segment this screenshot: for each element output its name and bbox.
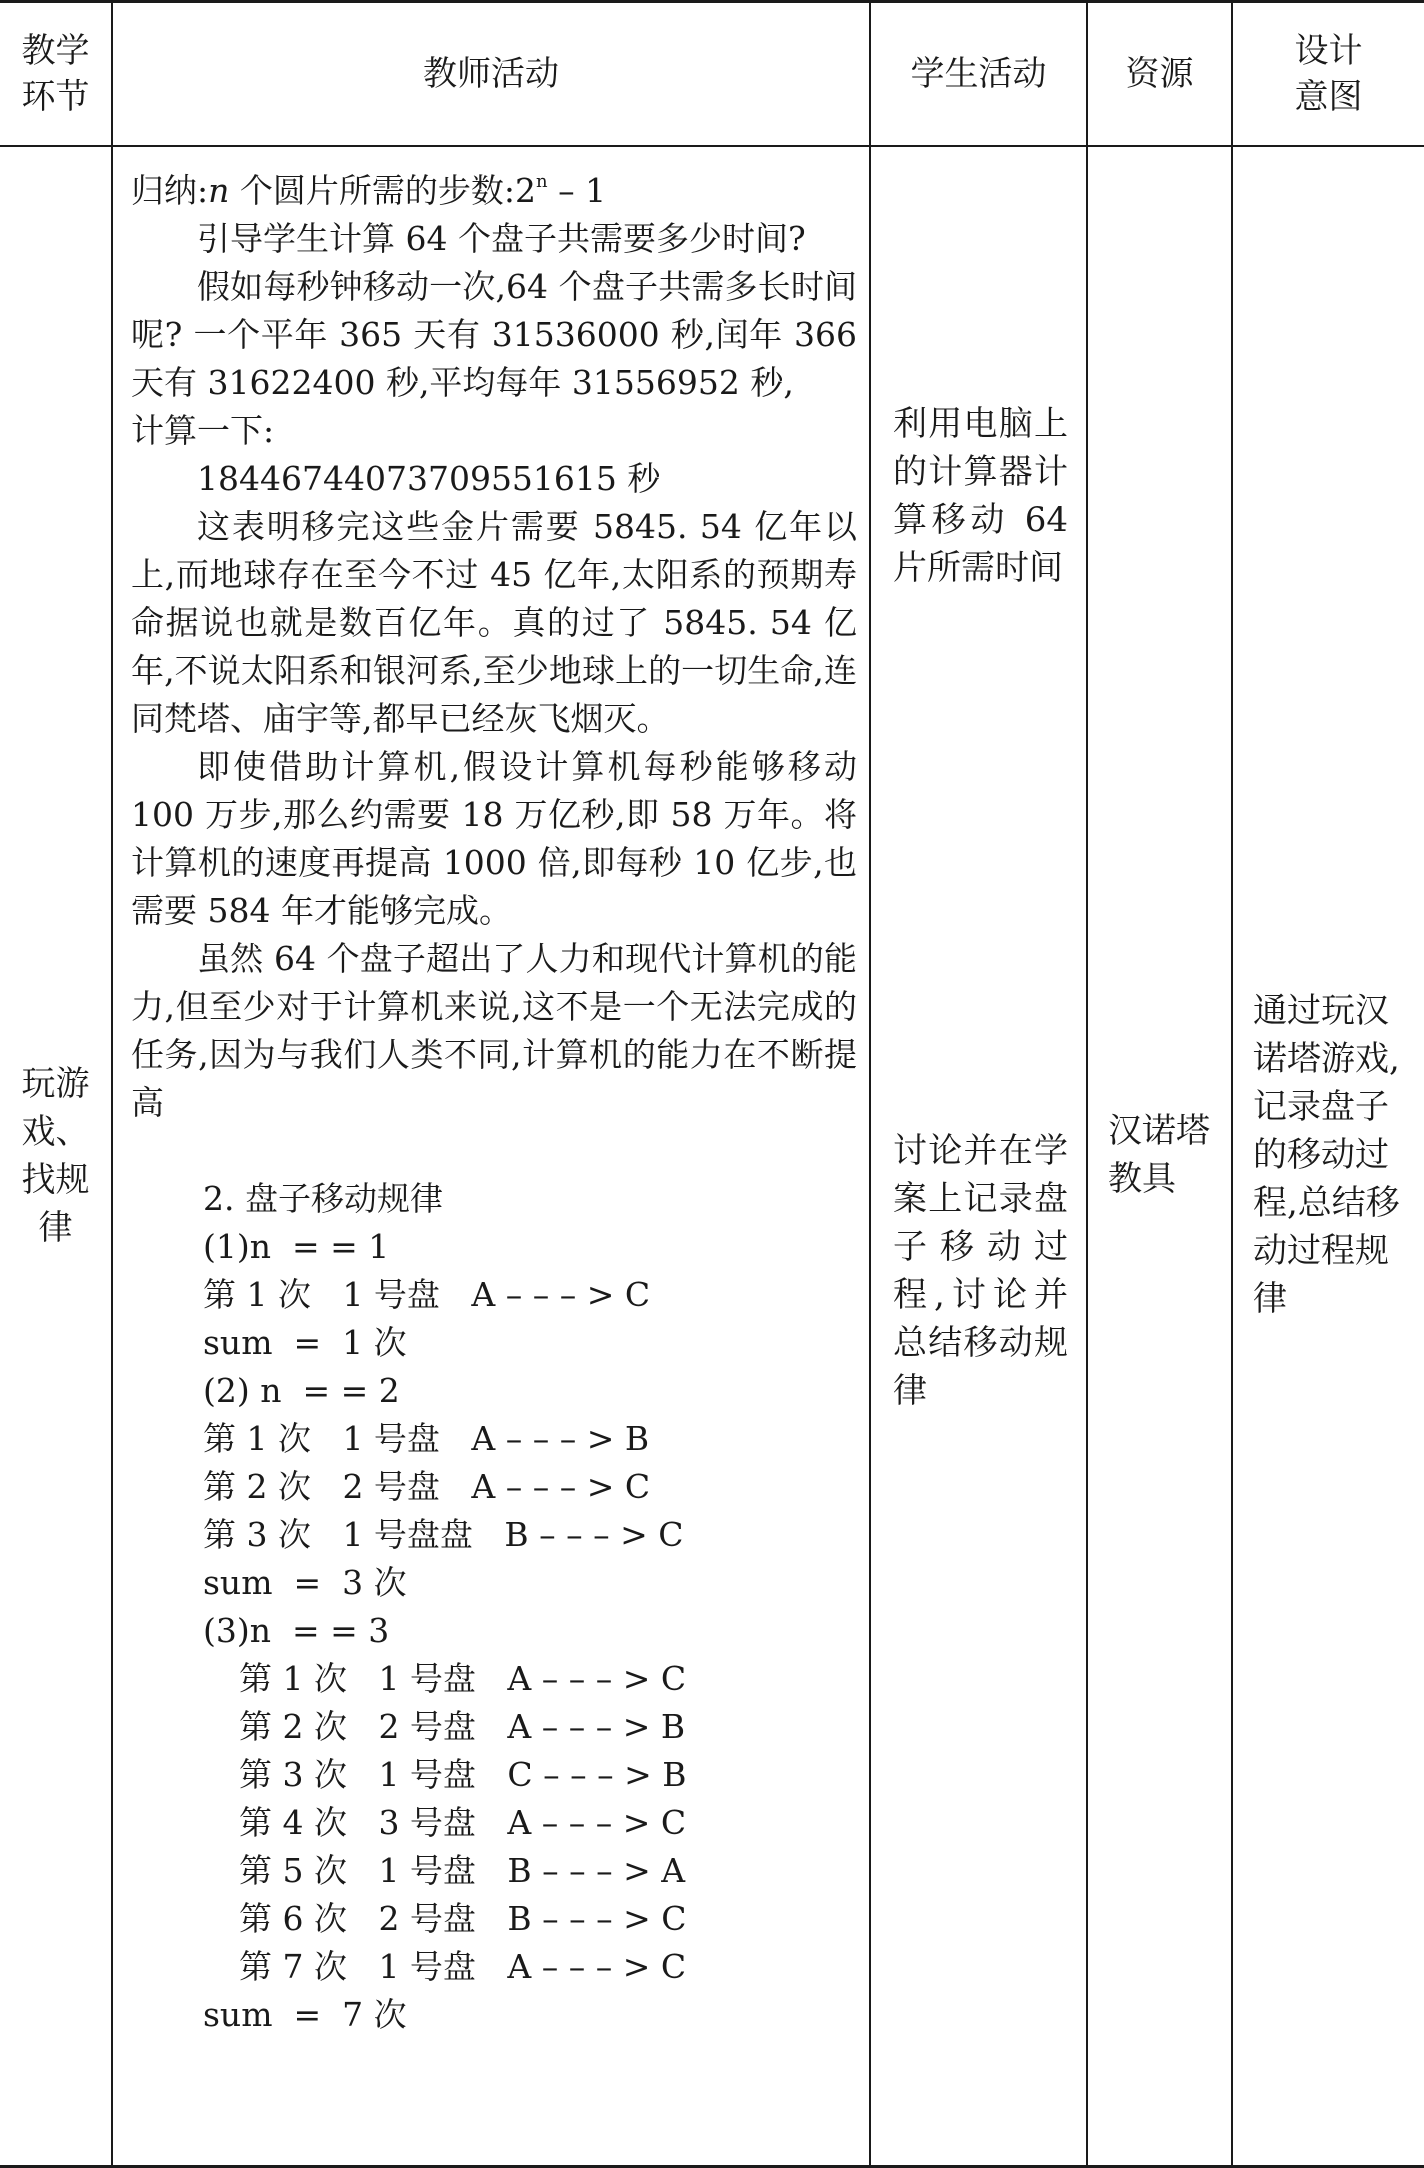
stage-cell [0,146,112,2167]
case-label: (3)n = = 3 [203,1611,390,1650]
stage-line: 找规 [21,1160,90,1200]
move-line: 第 5 次 1 号盘 B – – – > A [239,1851,686,1890]
resource-cell [1087,146,1232,2167]
sum-line: sum = 3 次 [203,1563,407,1602]
design-intent-cell [1232,146,1424,2167]
teacher-paragraph: 假如每秒钟移动一次,64 个盘子共需多长时间呢? 一个平年 365 天有 31536000 秒,闰年 366 天有 31622400 秒,平均每年 31556952 秒, [131,267,857,402]
header-stage-line2: 环节 [21,77,90,117]
summary-line: 归纳:n 个圆片所需的步数:2$^n$ – 1 [131,171,607,210]
student-activity-cell [870,146,1087,2167]
teacher-activity-cell [112,146,870,2167]
teacher-paragraph: 引导学生计算 64 个盘子共需要多少时间? [197,219,806,258]
sum-line: sum = 1 次 [203,1323,407,1362]
sum-line: sum = 7 次 [203,1995,407,2034]
move-line: 第 7 次 1 号盘 A – – – > C [239,1947,687,1986]
header-intent-line1: 设计 [1294,31,1363,71]
teacher-paragraph: 这表明移完这些金片需要 5845. 54 亿年以上,而地球存在至今不过 45 亿年,太阳系的预期寿命据说也就是数百亿年。真的过了 5845. 54 亿年,不说太阳系和银河系,至少地球上的一切生命,连同梵塔、庙宇等,都早已经灰飞烟灭。 [131,507,857,738]
resource-text: 汉诺塔教具 [1108,1111,1210,1199]
result-seconds: 18446744073709551615 秒 [197,459,661,498]
move-line: 第 1 次 1 号盘 A – – – > C [203,1275,651,1314]
spacer [131,1127,857,1175]
student-activity-discuss: 讨论并在学案上记录盘子移动过程,讨论并总结移动规律 [893,1131,1068,1411]
rule-title: 2. 盘子移动规律 [203,1179,443,1218]
stage-line: 戏、 [21,1112,90,1152]
header-stage [0,2,112,147]
teacher-paragraph: 虽然 64 个盘子超出了人力和现代计算机的能力,但至少对于计算机来说,这不是一个无法完成的任务,因为与我们人类不同,计算机的能力在不断提高 [131,939,857,1122]
move-line: 第 3 次 1 号盘 C – – – > B [239,1755,687,1794]
move-line: 第 6 次 2 号盘 B – – – > C [239,1899,687,1938]
header-resource: 资源 [1087,2,1232,147]
design-intent-text: 通过玩汉诺塔游戏,记录盘子的移动过程,总结移动过程规律 [1253,991,1400,1319]
student-activity-calc: 利用电脑上的计算器计算移动 64 片所需时间 [893,404,1068,588]
header-stage-line1: 教学 [21,31,90,71]
header-teacher: 教师活动 [112,2,870,147]
case-label: (1)n = = 1 [203,1227,390,1266]
move-line: 第 1 次 1 号盘 A – – – > C [239,1659,687,1698]
move-line: 第 1 次 1 号盘 A – – – > B [203,1419,650,1458]
header-student: 学生活动 [870,2,1087,147]
move-line: 第 2 次 2 号盘 A – – – > B [239,1707,686,1746]
move-line: 第 4 次 3 号盘 A – – – > C [239,1803,687,1842]
move-line: 第 2 次 2 号盘 A – – – > C [203,1467,651,1506]
header-intent-line2: 意图 [1294,77,1363,117]
content-row [0,146,1424,2167]
move-line: 第 3 次 1 号盘盘 B – – – > C [203,1515,684,1554]
header-intent [1232,2,1424,147]
case-label: (2) n = = 2 [203,1371,400,1410]
stage-line: 律 [38,1208,73,1248]
teacher-paragraph: 即使借助计算机,假设计算机每秒能够移动 100 万步,那么约需要 18 万亿秒,即 58 万年。将计算机的速度再提高 1000 倍,即每秒 10 亿步,也需要 584 年才能够完成。 [131,747,857,930]
stage-line: 玩游 [21,1064,90,1104]
teacher-paragraph: 计算一下: [131,411,275,450]
header-row [0,2,1424,147]
